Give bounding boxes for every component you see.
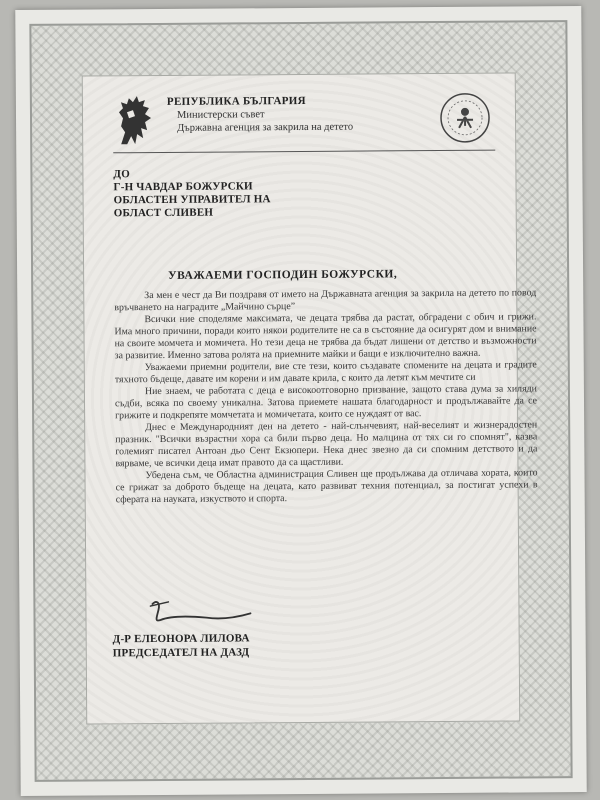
council-name: Министерски съвет xyxy=(176,109,265,121)
lion-icon xyxy=(113,92,157,148)
paragraph: Уважаеми приемни родители, вие сте тези, които създавате спомените на децата и градите тяхното бъдеще, давате им корени и им давате крила, с които да летят към мечтите си xyxy=(114,359,537,386)
addressee-position: ОБЛАСТЕН УПРАВИТЕЛ НА xyxy=(113,193,271,207)
republic-name: РЕПУБЛИКА БЪЛГАРИЯ xyxy=(166,94,306,108)
addressee-block xyxy=(113,167,270,220)
paragraph: За мен е чест да Ви поздравя от името на Държавната агенция за закрила на детето по повод връчването на наградите „Майчино сърце” xyxy=(114,287,537,314)
addressee-name: Г-Н ЧАВДАР БОЖУРСКИ xyxy=(113,180,253,194)
addressee-to: ДО xyxy=(113,168,130,181)
agency-name: Държавна агенция за закрила на детето xyxy=(177,121,354,134)
paragraph: Днес е Международният ден на детето - най-слънчевият, най-веселият и жизнерадостен празник. "Всички възрастни хора са били първо деца. Но малцина от тях си го спомнят", казва големият писател Антоан дьо Сент Екзюпери. Нека днес звезно да си спомним детството и да вярваме, че всички деца имат правото да са щастливи. xyxy=(115,419,538,470)
agency-seal-icon xyxy=(439,92,491,144)
letter-body xyxy=(114,287,537,506)
paragraph: Ние знаем, че работата с деца е високоотговорно призвание, защото става дума за хиляди съдби, всяка по своему уникална. Затова приемете нашата благодарност и продължавайте да се грижите и подкрепяте момчетата и момичетата, които се нуждаят от вас. xyxy=(114,383,538,422)
document-sheet xyxy=(15,6,586,796)
addressee-region: ОБЛАСТ СЛИВЕН xyxy=(113,206,214,220)
paragraph: Всички ние споделяме максимата, че децата трябва да растат, обградени с обич и грижи. Има много причини, поради които някои родителите не са в състояние да осигурят дом и внимание на своите момчета и момичета. Но тези деца не трябва да бъдат лишени от детство и възможности за развитие. Именно затова ролята на приемните майки и бащи е изключително важна. xyxy=(114,311,537,362)
salutation: УВАЖАЕМИ ГОСПОДИН БОЖУРСКИ, xyxy=(168,268,398,282)
paragraph: Убедена съм, че Областна администрация Сливен ще продължава да отличава хората, които се грижат за доброто бъдеще на децата, като развиват техния потенциал, за постигат успехи в сферата на науката, изкуството и спорта. xyxy=(115,467,538,506)
letterhead xyxy=(113,88,495,154)
signer-block xyxy=(113,631,250,660)
signature-icon xyxy=(146,595,256,628)
guilloche-border xyxy=(29,20,572,782)
document-body xyxy=(82,72,538,724)
signer-name: Д-Р ЕЛЕОНОРА ЛИЛОВА xyxy=(112,632,250,646)
letterhead-text xyxy=(167,95,353,135)
signer-title: ПРЕДСЕДАТЕЛ НА ДАЗД xyxy=(112,646,250,660)
